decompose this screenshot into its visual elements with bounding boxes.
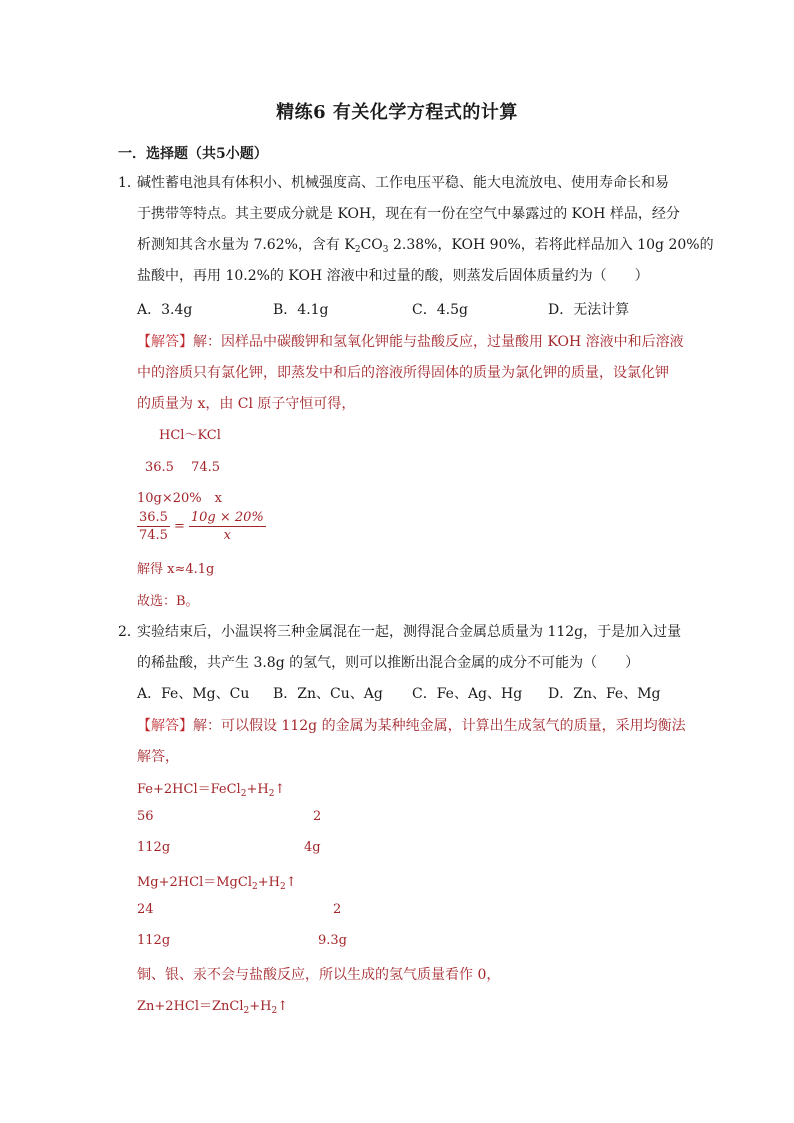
calc-value: 24 bbox=[137, 902, 154, 917]
calc-value: 112g bbox=[137, 933, 171, 948]
option-c: C．Fe、Ag、Hg bbox=[412, 686, 523, 702]
equation-fe: $Fe+2HCl=FeCl_2+H_2↑$ bbox=[137, 782, 286, 799]
question-number: 2． bbox=[118, 624, 141, 640]
proportion-equation: $\frac{36.5}{74.5}$ = $\frac{10g \times 20\%}{x}$ bbox=[139, 510, 264, 543]
question-text-line: 于携带等特点。其主要成分就是 KOH，现在有一份在空气中暴露过的 KOH 样品，经分 bbox=[137, 206, 680, 222]
question-text-line: 碱性蓄电池具有体积小、机械强度高、工作电压平稳、能大电流放电、使用寿命长和易 bbox=[137, 175, 669, 191]
calc-value: 9.3g bbox=[318, 933, 347, 948]
option-c: C．4.5g bbox=[412, 302, 468, 318]
fraction-right: $\frac{10g \times 20\%}{x}$ bbox=[190, 510, 264, 543]
option-d: D．Zn、Fe、Mg bbox=[548, 686, 661, 702]
answer-line: 解答， bbox=[137, 749, 179, 765]
calc-line: 36.5 74.5 bbox=[145, 460, 221, 475]
calc-line: 10g×20% x bbox=[137, 491, 222, 506]
calc-value: 4g bbox=[304, 840, 321, 855]
answer-line: 中的溶质只有氯化钾，即蒸发中和后的溶液所得固体的质量为氯化钾的质量，设氯化钾 bbox=[137, 365, 669, 381]
question-text-line: 实验结束后，小温误将三种金属混在一起，测得混合金属总质量为 112g，于是加入过量 bbox=[137, 624, 682, 640]
calc-value: 2 bbox=[313, 809, 322, 824]
page-title: 精练6 有关化学方程式的计算 bbox=[276, 102, 518, 123]
result-line: 解得 x≈4.1g bbox=[137, 562, 215, 577]
question-number: 1． bbox=[118, 175, 141, 191]
question-text-line: 的稀盐酸，共产生 3.8g 的氢气，则可以推断出混合金属的成分不可能为（ ） bbox=[137, 655, 640, 671]
question-text-line: 盐酸中，再用 10.2%的 KOH 溶液中和过量的酸，则蒸发后固体质量约为（ ） bbox=[137, 268, 649, 284]
answer-tag: 【解答】 bbox=[137, 718, 193, 734]
calc-line: HCl～KCl bbox=[159, 428, 221, 443]
section-heading: 一．选择题（共5小题） bbox=[118, 146, 268, 162]
answer-line: 【解答】解：可以假设 112g 的金属为某种纯金属，计算出生成氢气的质量，采用均衡法 bbox=[137, 718, 686, 734]
option-b: B．Zn、Cu、Ag bbox=[273, 686, 383, 702]
answer-line: 的质量为 x，由 Cl 原子守恒可得， bbox=[137, 396, 356, 412]
calc-value: 56 bbox=[137, 809, 154, 824]
answer-line: 【解答】解：因样品中碳酸钾和氢氧化钾能与盐酸反应，过量酸用 KOH 溶液中和后溶液 bbox=[137, 334, 684, 350]
calc-value: 2 bbox=[333, 902, 342, 917]
choice-line: 故选：B。 bbox=[137, 594, 199, 609]
option-a: A．Fe、Mg、Cu bbox=[137, 686, 250, 702]
option-d: D．无法计算 bbox=[548, 302, 630, 318]
equation-zn: $Zn+2HCl=ZnCl_2+H_2↑$ bbox=[137, 999, 289, 1016]
answer-note: 铜、银、汞不会与盐酸反应，所以生成的氢气质量看作 0， bbox=[137, 967, 501, 983]
fraction-left: $\frac{36.5}{74.5}$ bbox=[139, 510, 168, 543]
answer-tag: 【解答】 bbox=[137, 334, 193, 350]
calc-value: 112g bbox=[137, 840, 171, 855]
option-b: B．4.1g bbox=[273, 302, 329, 318]
option-a: A．3.4g bbox=[137, 302, 193, 318]
equation-mg: $Mg+2HCl=MgCl_2+H_2↑$ bbox=[137, 875, 297, 892]
question-text-line: 析测知其含水量为 7.62%，含有 $K_2CO_3$ 2.38%，KOH 90%，若将此样品加入 10g 20%的 bbox=[137, 237, 714, 255]
